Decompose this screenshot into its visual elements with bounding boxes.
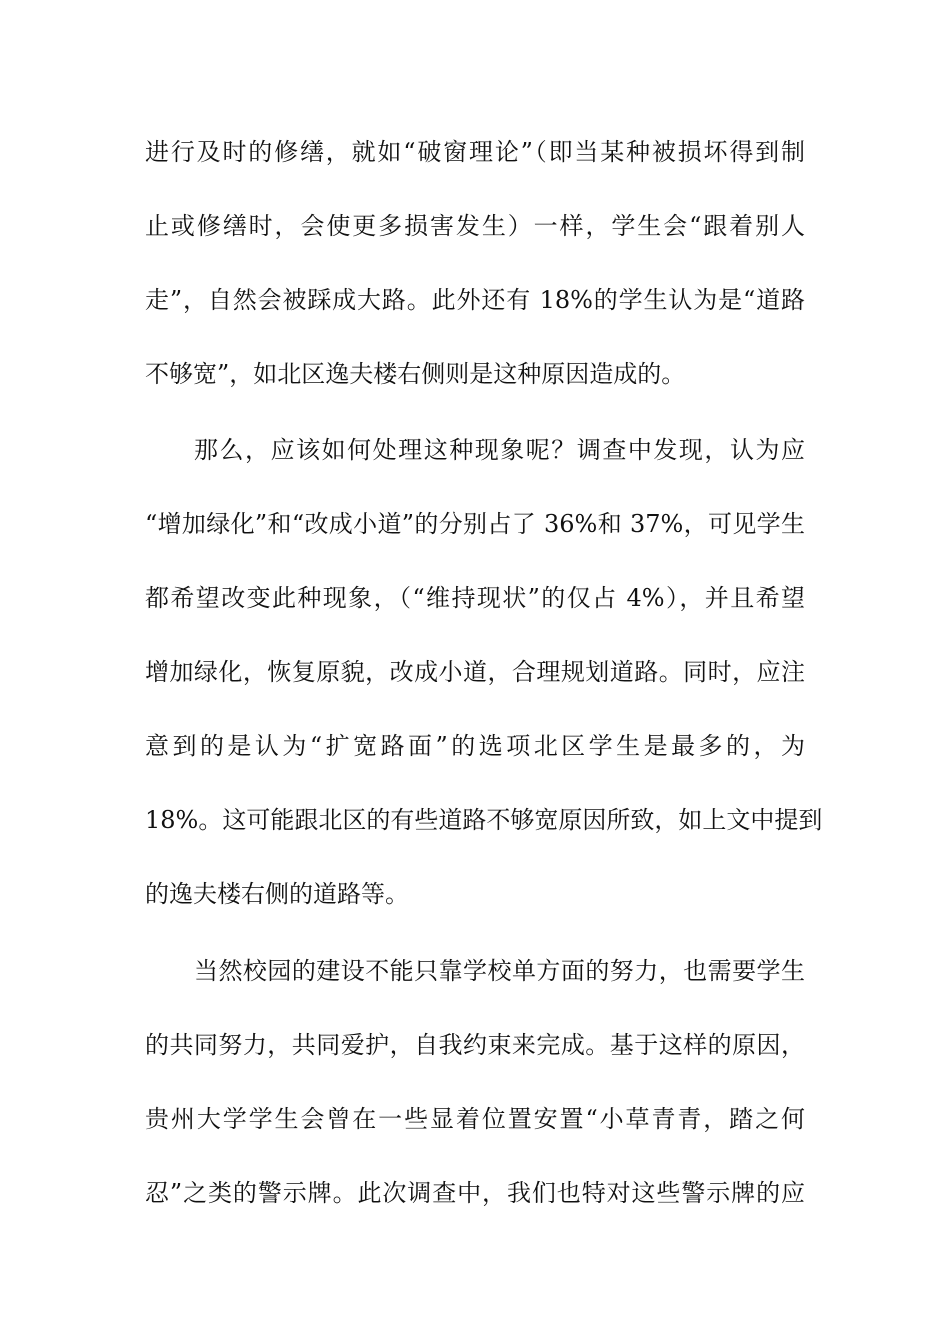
paragraph-2-line-3: 都希望改变此种现象，（“维持现状”的仅占 4%），并且希望 [145, 584, 805, 612]
paragraph-2-line-2: “增加绿化”和“改成小道”的分别占了 36%和 37%，可见学生 [145, 510, 805, 538]
paragraph-3-line-1: 当然校园的建设不能只靠学校单方面的努力，也需要学生 [194, 957, 805, 985]
paragraph-1-line-3: 走”，自然会被踩成大路。此外还有 18%的学生认为是“道路 [145, 286, 805, 314]
paragraph-2-line-5: 意到的是认为“扩宽路面”的选项北区学生是最多的，为 [145, 732, 805, 760]
paragraph-3-line-2: 的共同努力，共同爱护，自我约束来完成。基于这样的原因， [145, 1031, 805, 1059]
paragraph-2-line-4: 增加绿化，恢复原貌，改成小道，合理规划道路。同时，应注 [145, 658, 805, 686]
paragraph-2-line-6: 18%。这可能跟北区的有些道路不够宽原因所致，如上文中提到 [145, 806, 823, 834]
paragraph-3-line-3: 贵州大学学生会曾在一些显着位置安置“小草青青，踏之何 [145, 1105, 805, 1133]
paragraph-2-line-1: 那么，应该如何处理这种现象呢？调查中发现，认为应 [194, 436, 805, 464]
paragraph-1-line-1: 进行及时的修缮，就如“破窗理论”（即当某种被损坏得到制 [145, 138, 805, 166]
paragraph-1-line-2: 止或修缮时，会使更多损害发生）一样，学生会“跟着别人 [145, 212, 805, 240]
paragraph-2-line-7: 的逸夫楼右侧的道路等。 [145, 880, 409, 908]
paragraph-1-line-4: 不够宽”，如北区逸夫楼右侧则是这种原因造成的。 [145, 360, 686, 388]
paragraph-3-line-4: 忍”之类的警示牌。此次调查中，我们也特对这些警示牌的应 [145, 1179, 805, 1207]
